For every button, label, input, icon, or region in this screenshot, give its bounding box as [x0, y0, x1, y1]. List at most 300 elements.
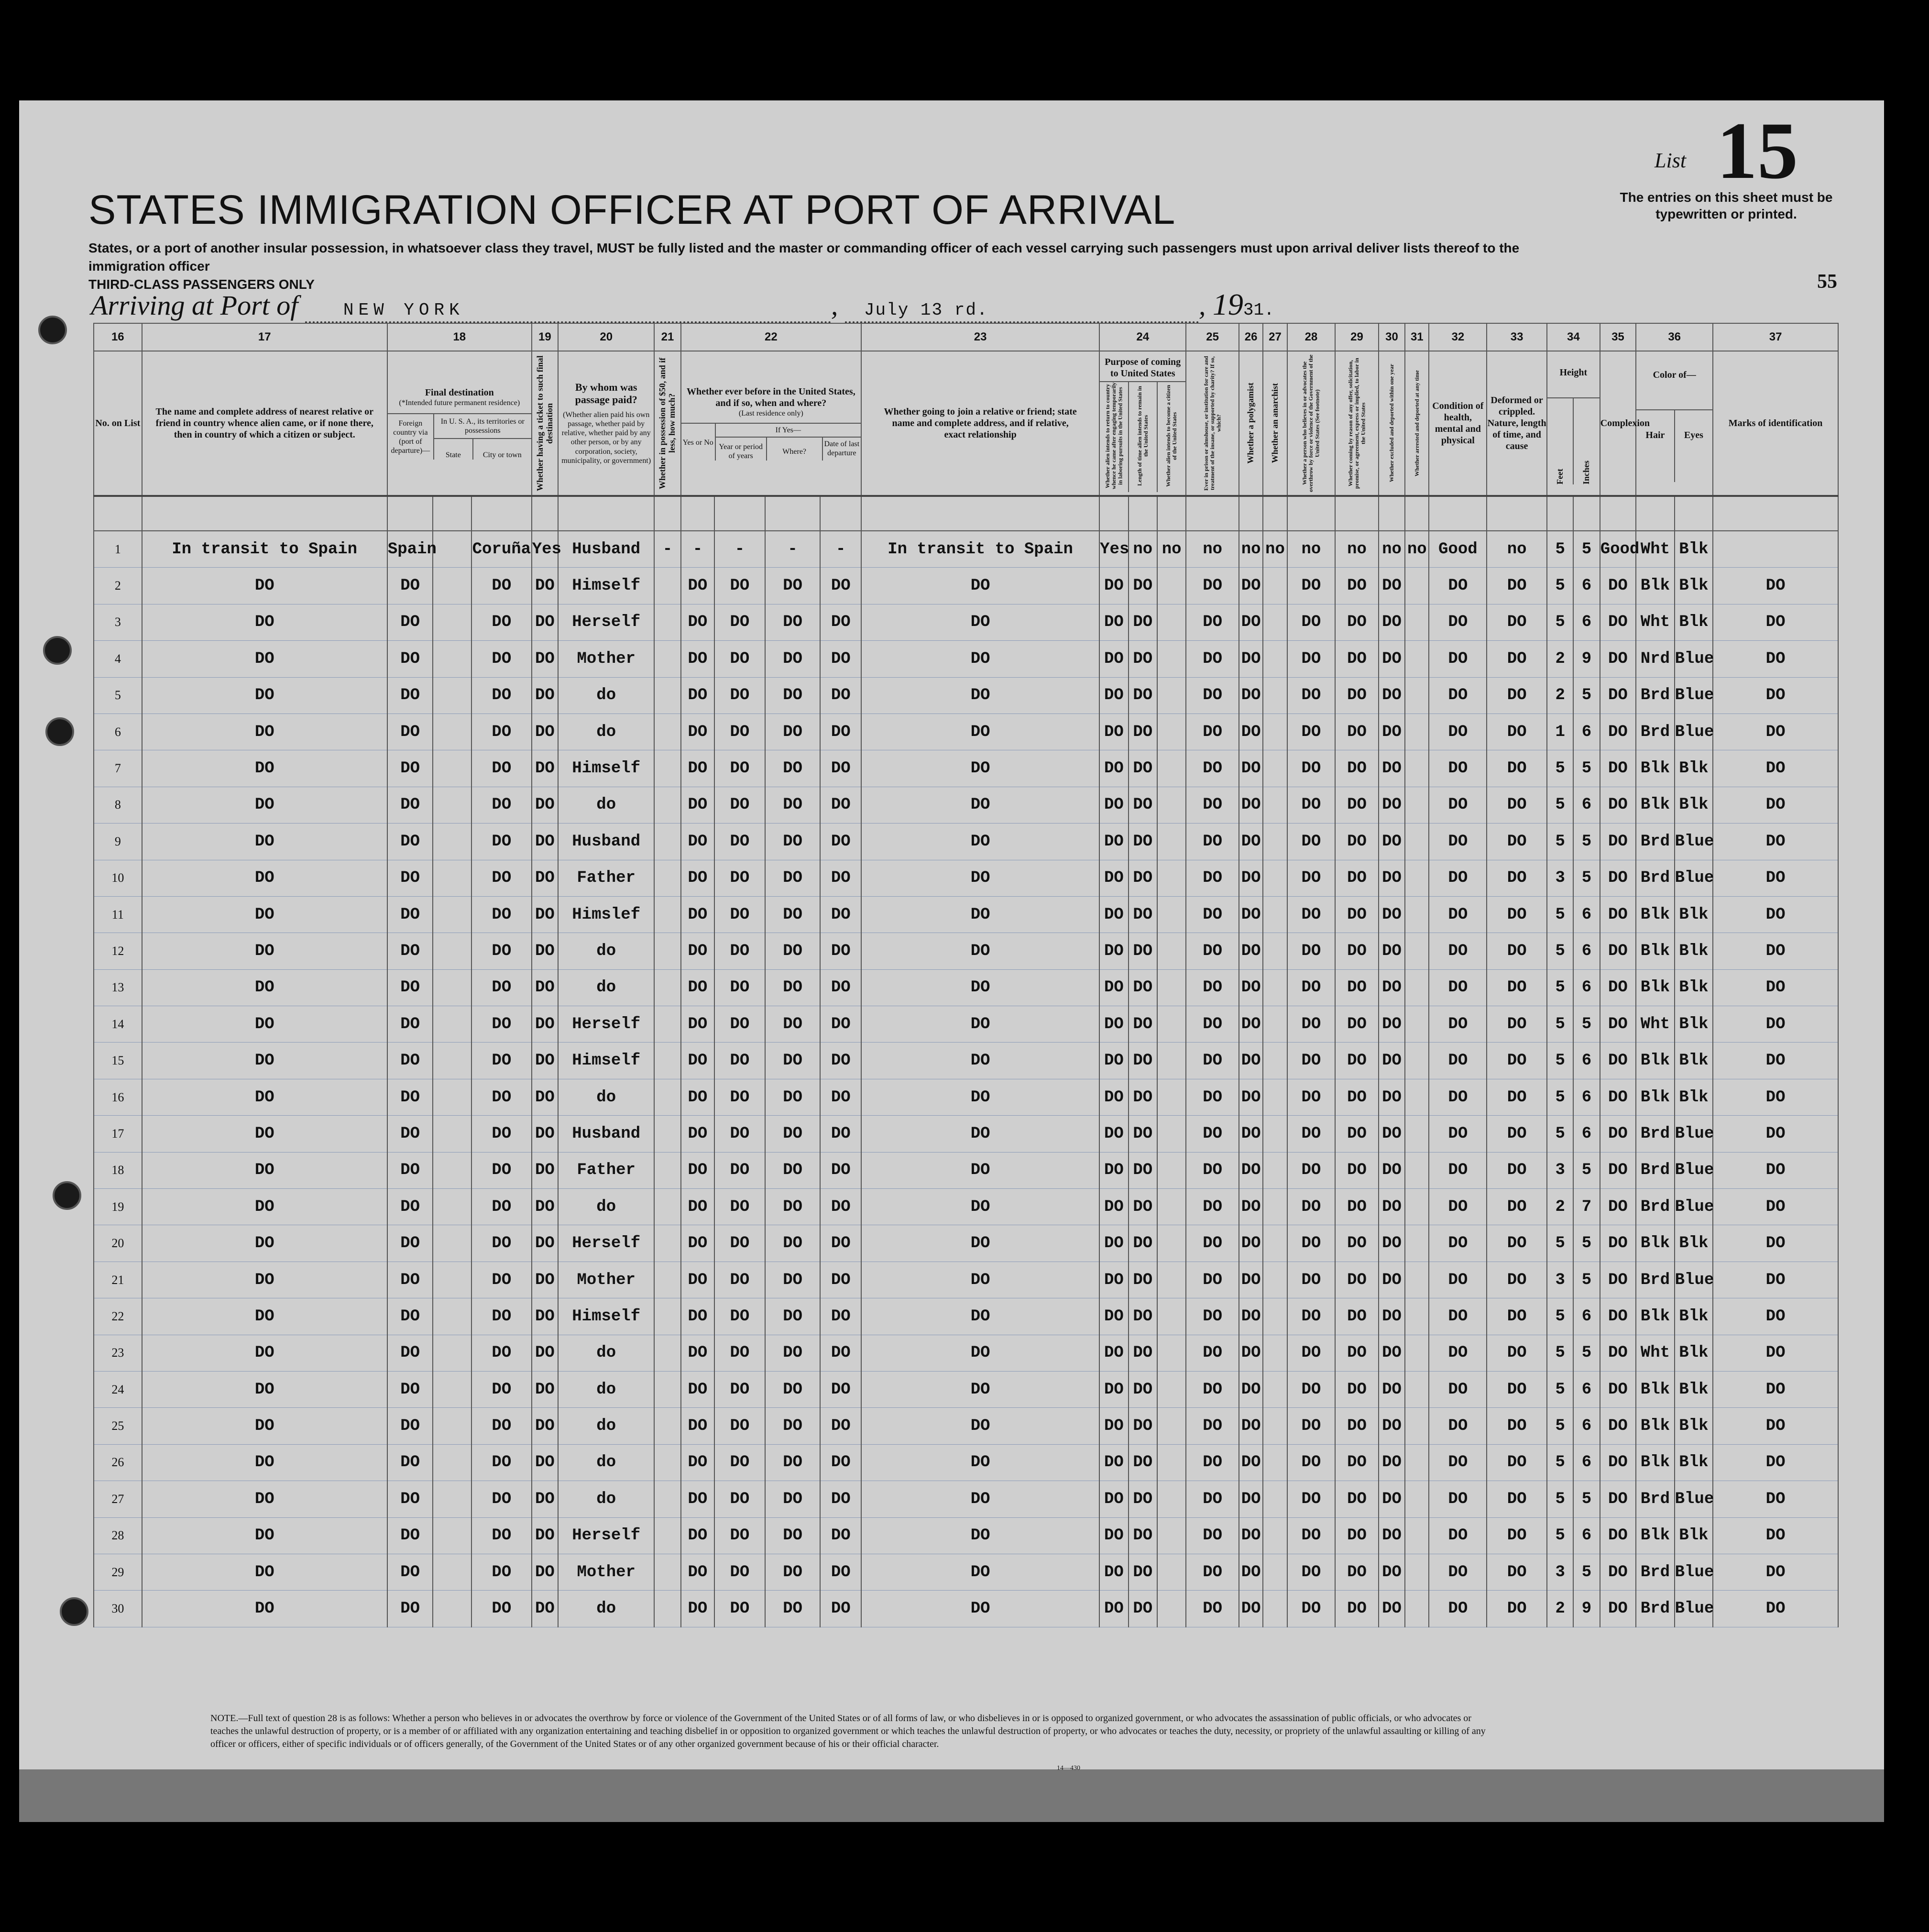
- q29-cell: DO: [1335, 1591, 1379, 1627]
- q28-cell: DO: [1287, 714, 1336, 750]
- purpose-return-cell: DO: [1099, 1591, 1128, 1627]
- city-cell: DO: [471, 568, 532, 604]
- state-cell: [433, 604, 471, 640]
- height-inches-cell: 5: [1573, 823, 1600, 860]
- table-row: [94, 604, 1838, 640]
- money-cell: [654, 1189, 680, 1225]
- where-cell: DO: [765, 1335, 821, 1371]
- height-inches-cell: 5: [1573, 1006, 1600, 1043]
- departure-date-cell: DO: [820, 1481, 861, 1517]
- row-number: 21: [94, 1262, 142, 1298]
- state-cell: [433, 1554, 471, 1590]
- q30-cell: DO: [1379, 1444, 1405, 1481]
- foreign-country-cell: DO: [387, 1152, 433, 1188]
- prison-cell: DO: [1186, 1079, 1239, 1115]
- eye-color-cell: Blue: [1675, 1591, 1713, 1627]
- table-row: [94, 1298, 1838, 1335]
- col-num: 35: [1600, 323, 1636, 351]
- header-anarchist-text: Whether an anarchist: [1270, 383, 1280, 463]
- money-cell: [654, 1371, 680, 1407]
- col-num: 22: [681, 323, 861, 351]
- q28-cell: DO: [1287, 1043, 1336, 1079]
- q28-cell: DO: [1287, 1079, 1336, 1115]
- joining-cell: DO: [861, 1408, 1099, 1444]
- height-feet-cell: 5: [1547, 1298, 1573, 1335]
- header-purpose: [1099, 351, 1186, 496]
- prison-cell: DO: [1186, 641, 1239, 677]
- anarchist-cell: [1263, 823, 1287, 860]
- before-us-cell: -: [681, 531, 714, 568]
- q30-cell: DO: [1379, 1481, 1405, 1517]
- row-number: 8: [94, 787, 142, 823]
- col-num: 37: [1713, 323, 1838, 351]
- marks-cell: DO: [1713, 641, 1838, 677]
- subtitle-instructions: States, or a port of another insular possession, in whatsoever class they travel, MUST be fully listed and the master or commanding officer of each vessel carrying such passengers must upon arrival deliver lists thereof to the immigration officer: [88, 241, 1520, 274]
- deformed-cell: DO: [1487, 1444, 1547, 1481]
- height-feet-cell: 3: [1547, 1554, 1573, 1590]
- q31-cell: [1405, 787, 1429, 823]
- foreign-country-cell: DO: [387, 896, 433, 933]
- complexion-cell: DO: [1600, 604, 1636, 640]
- marks-cell: DO: [1713, 1006, 1838, 1043]
- punch-hole: [60, 1597, 88, 1626]
- q31-cell: no: [1405, 531, 1429, 568]
- departure-date-cell: DO: [820, 1408, 861, 1444]
- health-cell: DO: [1429, 1116, 1487, 1152]
- foreign-country-cell: DO: [387, 1079, 433, 1115]
- nearest-relative-cell: DO: [142, 1408, 387, 1444]
- height-inches-cell: 5: [1573, 677, 1600, 714]
- q29-cell: DO: [1335, 1043, 1379, 1079]
- anarchist-cell: [1263, 1043, 1287, 1079]
- q28-cell: DO: [1287, 1262, 1336, 1298]
- ticket-cell: DO: [532, 969, 558, 1006]
- hair-color-cell: Brd: [1636, 714, 1675, 750]
- departure-date-cell: DO: [820, 1262, 861, 1298]
- passage-paid-cell: do: [558, 1444, 654, 1481]
- height-inches-cell: 5: [1573, 1262, 1600, 1298]
- passage-paid-cell: do: [558, 1481, 654, 1517]
- nearest-relative-cell: DO: [142, 1371, 387, 1407]
- purpose-return-cell: DO: [1099, 1481, 1128, 1517]
- joining-cell: DO: [861, 714, 1099, 750]
- header-state: State: [434, 439, 473, 460]
- height-feet-cell: 5: [1547, 568, 1573, 604]
- anarchist-cell: [1263, 1408, 1287, 1444]
- foreign-country-cell: DO: [387, 1408, 433, 1444]
- deformed-cell: DO: [1487, 714, 1547, 750]
- anarchist-cell: [1263, 714, 1287, 750]
- joining-cell: DO: [861, 1371, 1099, 1407]
- deformed-cell: DO: [1487, 1152, 1547, 1188]
- purpose-citizen-cell: [1157, 823, 1186, 860]
- departure-date-cell: DO: [820, 1116, 861, 1152]
- joining-cell: DO: [861, 1554, 1099, 1590]
- q30-cell: DO: [1379, 896, 1405, 933]
- passage-paid-cell: Himself: [558, 1043, 654, 1079]
- polygamist-cell: DO: [1239, 933, 1263, 969]
- q31-cell: [1405, 1335, 1429, 1371]
- money-cell: [654, 604, 680, 640]
- passage-paid-cell: Mother: [558, 1554, 654, 1590]
- year-period-cell: DO: [714, 714, 765, 750]
- ticket-cell: DO: [532, 568, 558, 604]
- deformed-cell: DO: [1487, 787, 1547, 823]
- polygamist-cell: DO: [1239, 1371, 1263, 1407]
- hair-color-cell: Wht: [1636, 531, 1675, 568]
- year-period-cell: DO: [714, 1262, 765, 1298]
- before-us-cell: DO: [681, 604, 714, 640]
- prison-cell: DO: [1186, 860, 1239, 896]
- city-cell: DO: [471, 1006, 532, 1043]
- nearest-relative-cell: DO: [142, 1298, 387, 1335]
- height-feet-cell: 5: [1547, 750, 1573, 787]
- ticket-cell: DO: [532, 1262, 558, 1298]
- arriving-label: Arriving at Port of: [91, 290, 298, 321]
- where-cell: DO: [765, 641, 821, 677]
- hair-color-cell: Blk: [1636, 1517, 1675, 1554]
- year-prefix: 19: [1212, 287, 1243, 321]
- state-cell: [433, 1189, 471, 1225]
- departure-date-cell: DO: [820, 1444, 861, 1481]
- height-inches-cell: 6: [1573, 1116, 1600, 1152]
- polygamist-cell: DO: [1239, 1043, 1263, 1079]
- year-period-cell: DO: [714, 568, 765, 604]
- table-row: [94, 896, 1838, 933]
- polygamist-cell: DO: [1239, 1444, 1263, 1481]
- before-us-cell: DO: [681, 1481, 714, 1517]
- city-cell: DO: [471, 1408, 532, 1444]
- where-cell: DO: [765, 823, 821, 860]
- passage-paid-cell: Father: [558, 1152, 654, 1188]
- q28-cell: DO: [1287, 933, 1336, 969]
- prison-cell: DO: [1186, 1225, 1239, 1262]
- q30-cell: DO: [1379, 1043, 1405, 1079]
- state-cell: [433, 823, 471, 860]
- purpose-citizen-cell: [1157, 933, 1186, 969]
- departure-date-cell: DO: [820, 860, 861, 896]
- q28-cell: DO: [1287, 1481, 1336, 1517]
- passage-paid-cell: do: [558, 1189, 654, 1225]
- eye-color-cell: Blk: [1675, 1079, 1713, 1115]
- polygamist-cell: DO: [1239, 604, 1263, 640]
- marks-cell: DO: [1713, 1225, 1838, 1262]
- polygamist-cell: DO: [1239, 1262, 1263, 1298]
- year-period-cell: DO: [714, 787, 765, 823]
- row-number: 26: [94, 1444, 142, 1481]
- where-cell: DO: [765, 1262, 821, 1298]
- where-cell: DO: [765, 1079, 821, 1115]
- header-polygamist: [1239, 351, 1263, 496]
- money-cell: [654, 1408, 680, 1444]
- marks-cell: DO: [1713, 1298, 1838, 1335]
- health-cell: DO: [1429, 568, 1487, 604]
- state-cell: [433, 1371, 471, 1407]
- q31-cell: [1405, 1225, 1429, 1262]
- money-cell: [654, 1116, 680, 1152]
- purpose-return-cell: DO: [1099, 1408, 1128, 1444]
- table-row: [94, 1189, 1838, 1225]
- where-cell: DO: [765, 1517, 821, 1554]
- table-row: [94, 1517, 1838, 1554]
- health-cell: DO: [1429, 1408, 1487, 1444]
- purpose-return-cell: DO: [1099, 860, 1128, 896]
- height-feet-cell: 3: [1547, 1152, 1573, 1188]
- anarchist-cell: [1263, 1335, 1287, 1371]
- hair-color-cell: Nrd: [1636, 641, 1675, 677]
- q28-cell: DO: [1287, 1225, 1336, 1262]
- joining-cell: DO: [861, 969, 1099, 1006]
- row-number: 10: [94, 860, 142, 896]
- deformed-cell: DO: [1487, 1517, 1547, 1554]
- header-q30-text: Whether excluded and deported within one year: [1388, 364, 1395, 483]
- state-cell: [433, 568, 471, 604]
- table-row: [94, 1225, 1838, 1262]
- height-feet-cell: 2: [1547, 1189, 1573, 1225]
- table-row: [94, 1043, 1838, 1079]
- header-prison: [1186, 351, 1239, 496]
- complexion-cell: DO: [1600, 1591, 1636, 1627]
- before-us-cell: DO: [681, 860, 714, 896]
- row-number: 24: [94, 1371, 142, 1407]
- header-q30: [1379, 351, 1405, 496]
- eye-color-cell: Blk: [1675, 1225, 1713, 1262]
- ticket-cell: DO: [532, 933, 558, 969]
- eye-color-cell: Blk: [1675, 1335, 1713, 1371]
- city-cell: DO: [471, 1298, 532, 1335]
- header-final-destination: [387, 351, 532, 496]
- marks-cell: DO: [1713, 969, 1838, 1006]
- q31-cell: [1405, 604, 1429, 640]
- health-cell: DO: [1429, 604, 1487, 640]
- eye-color-cell: Blk: [1675, 1517, 1713, 1554]
- passage-paid-cell: do: [558, 1079, 654, 1115]
- row-number: 9: [94, 823, 142, 860]
- q31-cell: [1405, 1006, 1429, 1043]
- health-cell: DO: [1429, 1591, 1487, 1627]
- prison-cell: DO: [1186, 1006, 1239, 1043]
- prison-cell: DO: [1186, 1189, 1239, 1225]
- before-us-cell: DO: [681, 1152, 714, 1188]
- foreign-country-cell: Spain: [387, 531, 433, 568]
- color-of-title: Color of—: [1653, 370, 1696, 380]
- passage-paid-cell: Himself: [558, 750, 654, 787]
- passage-paid-cell: Himslef: [558, 896, 654, 933]
- ticket-cell: DO: [532, 1152, 558, 1188]
- year-period-cell: DO: [714, 1189, 765, 1225]
- deformed-cell: DO: [1487, 1189, 1547, 1225]
- joining-cell: DO: [861, 860, 1099, 896]
- height-feet-cell: 5: [1547, 604, 1573, 640]
- height-inches-cell: 5: [1573, 1554, 1600, 1590]
- q28-cell: DO: [1287, 1444, 1336, 1481]
- polygamist-cell: DO: [1239, 1554, 1263, 1590]
- table-row: [94, 1371, 1838, 1407]
- polygamist-cell: DO: [1239, 1335, 1263, 1371]
- money-cell: [654, 1517, 680, 1554]
- arriving-line: Arriving at Port of NEW YORK , July 13 rd. , 1931.: [91, 287, 1274, 323]
- polygamist-cell: DO: [1239, 823, 1263, 860]
- polygamist-cell: DO: [1239, 641, 1263, 677]
- purpose-length-cell: DO: [1129, 568, 1157, 604]
- marks-cell: DO: [1713, 1554, 1838, 1590]
- header-hair: Hair: [1636, 410, 1675, 482]
- health-cell: DO: [1429, 896, 1487, 933]
- joining-cell: DO: [861, 641, 1099, 677]
- eye-color-cell: Blk: [1675, 969, 1713, 1006]
- column-header-row: [94, 351, 1838, 496]
- eye-color-cell: Blk: [1675, 531, 1713, 568]
- where-cell: DO: [765, 1116, 821, 1152]
- purpose-citizen-cell: no: [1157, 531, 1186, 568]
- eye-color-cell: Blue: [1675, 677, 1713, 714]
- prison-cell: DO: [1186, 750, 1239, 787]
- purpose-length-cell: DO: [1129, 1043, 1157, 1079]
- money-cell: [654, 1444, 680, 1481]
- ticket-cell: DO: [532, 1225, 558, 1262]
- health-cell: DO: [1429, 860, 1487, 896]
- ticket-cell: DO: [532, 1298, 558, 1335]
- height-inches-cell: 6: [1573, 604, 1600, 640]
- marks-cell: DO: [1713, 1444, 1838, 1481]
- health-cell: Good: [1429, 531, 1487, 568]
- foreign-country-cell: DO: [387, 1225, 433, 1262]
- final-destination-title: Final destination: [425, 387, 494, 398]
- anarchist-cell: [1263, 1517, 1287, 1554]
- year-period-cell: DO: [714, 604, 765, 640]
- punch-hole: [45, 717, 74, 746]
- before-us-cell: DO: [681, 1116, 714, 1152]
- height-inches-cell: 6: [1573, 969, 1600, 1006]
- prison-cell: DO: [1186, 1517, 1239, 1554]
- joining-cell: In transit to Spain: [861, 531, 1099, 568]
- row-number: 28: [94, 1517, 142, 1554]
- health-cell: DO: [1429, 1517, 1487, 1554]
- polygamist-cell: DO: [1239, 1591, 1263, 1627]
- purpose-citizen-cell: [1157, 1554, 1186, 1590]
- hair-color-cell: Brd: [1636, 1152, 1675, 1188]
- height-inches-cell: 6: [1573, 1371, 1600, 1407]
- health-cell: DO: [1429, 677, 1487, 714]
- purpose-citizen-cell: [1157, 1481, 1186, 1517]
- year-period-cell: DO: [714, 1481, 765, 1517]
- city-cell: DO: [471, 1517, 532, 1554]
- anarchist-cell: [1263, 860, 1287, 896]
- q28-cell: DO: [1287, 568, 1336, 604]
- purpose-length-cell: DO: [1129, 1554, 1157, 1590]
- q30-cell: DO: [1379, 1006, 1405, 1043]
- header-q28-text: Whether a person who believes in or advocates the overthrow by force or violence of the Government of the United States (See footnote): [1301, 354, 1321, 492]
- city-cell: DO: [471, 677, 532, 714]
- foreign-country-cell: DO: [387, 1262, 433, 1298]
- purpose-title: Purpose of coming to United States: [1100, 354, 1185, 382]
- q30-cell: DO: [1379, 933, 1405, 969]
- hair-color-cell: Brd: [1636, 823, 1675, 860]
- where-cell: DO: [765, 1006, 821, 1043]
- deformed-cell: DO: [1487, 1262, 1547, 1298]
- q28-cell: DO: [1287, 677, 1336, 714]
- year-period-cell: DO: [714, 1006, 765, 1043]
- header-polygamist-text: Whether a polygamist: [1246, 383, 1256, 464]
- q31-cell: [1405, 1554, 1429, 1590]
- foreign-country-cell: DO: [387, 1481, 433, 1517]
- before-us-cell: DO: [681, 1262, 714, 1298]
- purpose-citizen-cell: [1157, 1298, 1186, 1335]
- nearest-relative-cell: DO: [142, 1591, 387, 1627]
- anarchist-cell: [1263, 896, 1287, 933]
- anarchist-cell: [1263, 604, 1287, 640]
- polygamist-cell: DO: [1239, 1225, 1263, 1262]
- departure-date-cell: DO: [820, 1591, 861, 1627]
- where-cell: DO: [765, 1408, 821, 1444]
- ticket-cell: DO: [532, 677, 558, 714]
- row-number: 25: [94, 1408, 142, 1444]
- height-feet-cell: 5: [1547, 531, 1573, 568]
- passage-paid-cell: Husband: [558, 531, 654, 568]
- purpose-return-cell: DO: [1099, 1335, 1128, 1371]
- purpose-citizen-cell: [1157, 1335, 1186, 1371]
- anarchist-cell: [1263, 1225, 1287, 1262]
- table-row: [94, 677, 1838, 714]
- table-row: [94, 568, 1838, 604]
- purpose-return-cell: DO: [1099, 641, 1128, 677]
- purpose-length-cell: DO: [1129, 933, 1157, 969]
- q30-cell: DO: [1379, 1116, 1405, 1152]
- city-cell: DO: [471, 1554, 532, 1590]
- hair-color-cell: Brd: [1636, 1189, 1675, 1225]
- marks-cell: DO: [1713, 1079, 1838, 1115]
- header-no-on-list: No. on List: [94, 351, 142, 496]
- height-feet-cell: 5: [1547, 823, 1573, 860]
- q30-cell: no: [1379, 531, 1405, 568]
- date-field: [845, 289, 1199, 323]
- before-us-cell: DO: [681, 1444, 714, 1481]
- where-cell: DO: [765, 1591, 821, 1627]
- purpose-citizen-cell: [1157, 969, 1186, 1006]
- purpose-length-cell: DO: [1129, 750, 1157, 787]
- hair-color-cell: Blk: [1636, 787, 1675, 823]
- eye-color-cell: Blue: [1675, 1481, 1713, 1517]
- polygamist-cell: no: [1239, 531, 1263, 568]
- foreign-country-cell: DO: [387, 1554, 433, 1590]
- health-cell: DO: [1429, 969, 1487, 1006]
- q31-cell: [1405, 1262, 1429, 1298]
- nearest-relative-cell: DO: [142, 568, 387, 604]
- table-row: [94, 1116, 1838, 1152]
- purpose-return-cell: DO: [1099, 677, 1128, 714]
- q29-cell: DO: [1335, 1408, 1379, 1444]
- punch-hole: [38, 316, 67, 344]
- year-period-cell: DO: [714, 1554, 765, 1590]
- ticket-cell: DO: [532, 604, 558, 640]
- where-cell: DO: [765, 933, 821, 969]
- nearest-relative-cell: DO: [142, 1079, 387, 1115]
- height-inches-cell: 9: [1573, 641, 1600, 677]
- purpose-citizen-cell: [1157, 1444, 1186, 1481]
- table-row: [94, 641, 1838, 677]
- anarchist-cell: [1263, 1189, 1287, 1225]
- purpose-citizen-cell: [1157, 714, 1186, 750]
- height-inches-cell: 5: [1573, 860, 1600, 896]
- header-ticket: [532, 351, 558, 496]
- foreign-country-cell: DO: [387, 860, 433, 896]
- q31-cell: [1405, 1079, 1429, 1115]
- ticket-cell: DO: [532, 1591, 558, 1627]
- purpose-return-cell: DO: [1099, 933, 1128, 969]
- before-us-note: (Last residence only): [738, 409, 803, 417]
- q30-cell: DO: [1379, 641, 1405, 677]
- passage-paid-note: (Whether alien paid his own passage, whether paid by relative, whether paid by any other person, or by any corporation, society, municipality, or government): [561, 410, 651, 465]
